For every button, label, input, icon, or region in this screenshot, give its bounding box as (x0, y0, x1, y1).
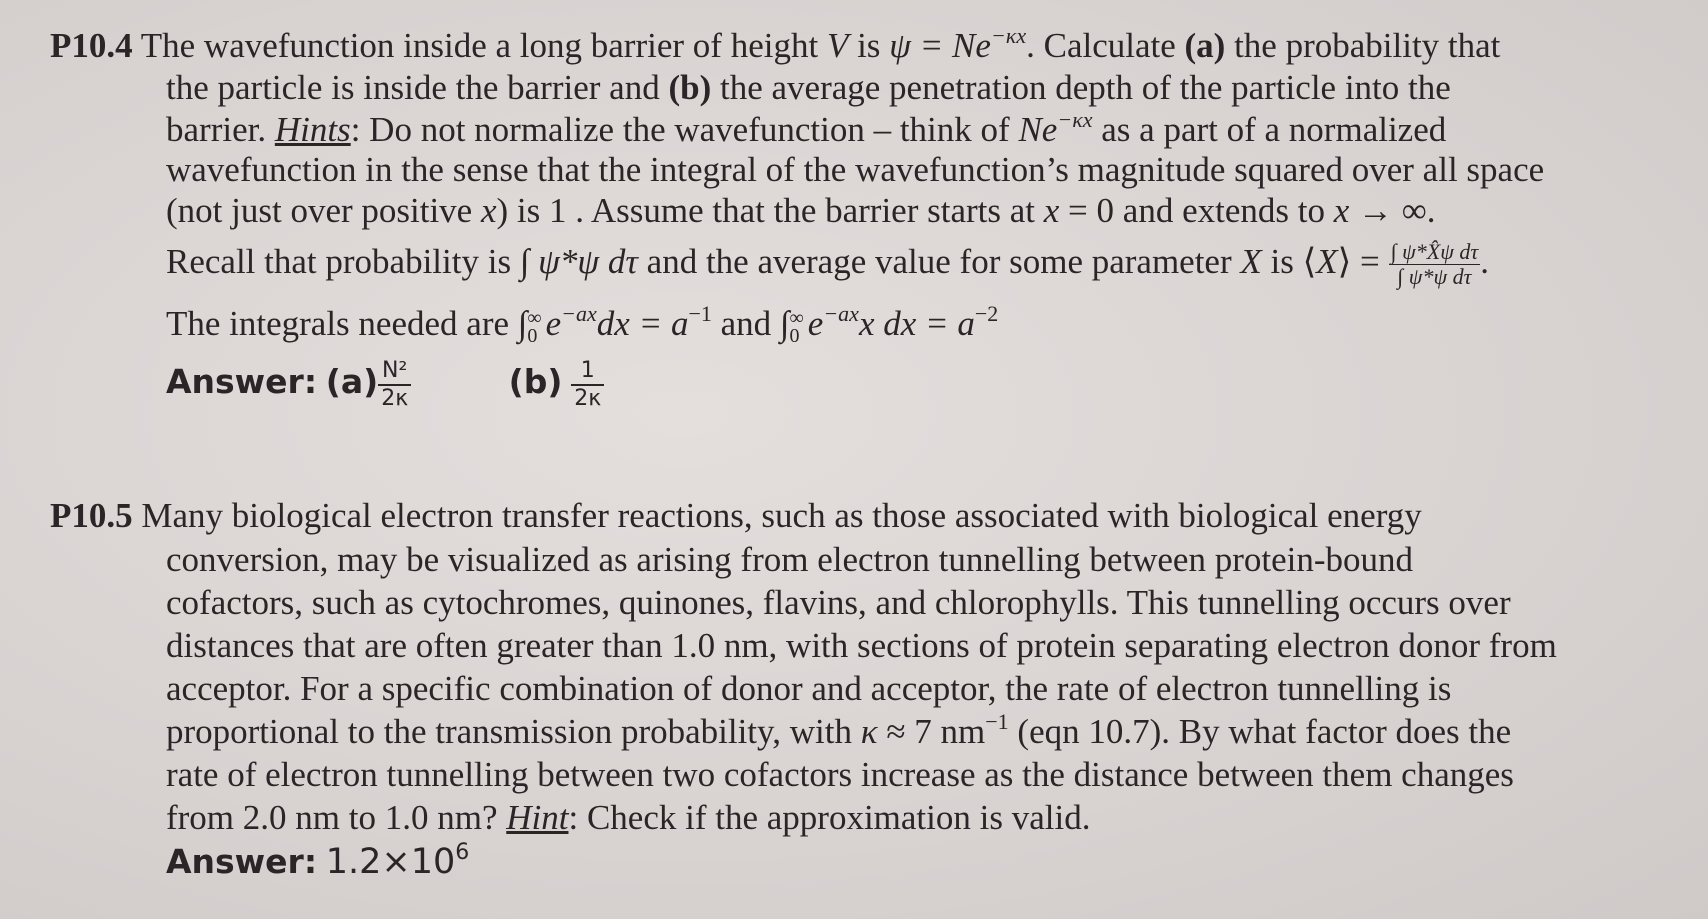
integral-2-limits: ∞ 0 (789, 306, 804, 347)
p105-line-5: acceptor. For a specific combination of donor and acceptor, the rate of electron tunnelling is (166, 669, 1452, 708)
answer-label: Answer: (166, 842, 318, 881)
p105-line-4: distances that are often greater than 1.0 nm, with sections of protein separating electron donor from (166, 626, 1557, 665)
p105-line-6: proportional to the transmission probability, with κ ≈ 7 $nm^{-1}$ (eqn 10.7). By what factor does the (166, 709, 1512, 751)
p104-line-7: The integrals needed are ∫ ∞ 0 $e^{-ax}dx = a^{-1}$ and ∫ ∞ 0 $e^{-ax}x$ dx = $a^{-2}$ (166, 301, 999, 347)
answer-a-fraction: $\frac{\text{N²}}{2\kappa}$ (378, 358, 411, 412)
p105-line-2: conversion, may be visualized as arising from electron tunnelling between protein-bound (166, 540, 1413, 579)
p105-line-1: P10.5 Many biological electron transfer reactions, such as those associated with biological energy (50, 496, 1422, 535)
p104-line-3: barrier. Hints: Do not normalize the wavefunction – think of $Ne^{-\kappa x}$ as a part of a normalized (166, 107, 1447, 149)
answer-label: Answer: (166, 362, 318, 402)
p104-line-5: (not just over positive x) is 1 . Assume that the barrier starts at x = 0 and extends to x → ∞. (166, 191, 1436, 230)
answer-b-fraction: $\frac{1}{2\kappa}$ (571, 358, 604, 412)
p104-line-1: P10.4 The wavefunction inside a long barrier of height V is $\psi = Ne^{-\kappa x}$. Calculate (a) the probability that (50, 23, 1501, 65)
integral-1-limits: ∞ 0 (527, 306, 542, 347)
p104-number: P10.4 (50, 26, 133, 65)
hint-label: Hint (506, 798, 569, 837)
p105-answer: Answer: $1.2\times 10^6$ (166, 840, 470, 882)
p104-line-2: the particle is inside the barrier and (b) the average penetration depth of the particle into the (166, 68, 1451, 107)
problem-10-4 (50, 24, 1690, 444)
p105-line-7: rate of electron tunnelling between two cofactors increase as the distance between them changes (166, 755, 1514, 794)
p104-line-4: wavefunction in the sense that the integral of the wavefunction’s magnitude squared over all space (166, 150, 1545, 189)
average-value-fraction: $\frac{\text{∫ ψ*X̂ψ dτ}}{\text{∫ ψ*ψ dτ}}$ (1390, 239, 1479, 290)
psi-equation: ψ = Ne (889, 26, 991, 65)
p105-number: P10.5 (50, 496, 133, 535)
problem-10-5 (50, 494, 1690, 904)
p104-line-6: Recall that probability is ∫ ψ*ψ dτ and the average value for some parameter X is ⟨X⟩ = $\frac{\text{∫ ψ*X̂ψ dτ}}{\text{∫ ψ*ψ dτ}}$ . (166, 239, 1489, 290)
p104-answer: Answer: (a) $\frac{\text{N²}}{2\kappa}$ (b) $\frac{1}{2\kappa}$ (166, 358, 604, 412)
hints-label: Hints (274, 110, 351, 149)
p105-line-8: from 2.0 nm to 1.0 nm? Hint: Check if the approximation is valid. (166, 798, 1091, 837)
p105-line-3: cofactors, such as cytochromes, quinones, flavins, and chlorophylls. This tunnelling occurs over (166, 583, 1511, 622)
probability-integral: ∫ ψ*ψ dτ (519, 242, 638, 281)
